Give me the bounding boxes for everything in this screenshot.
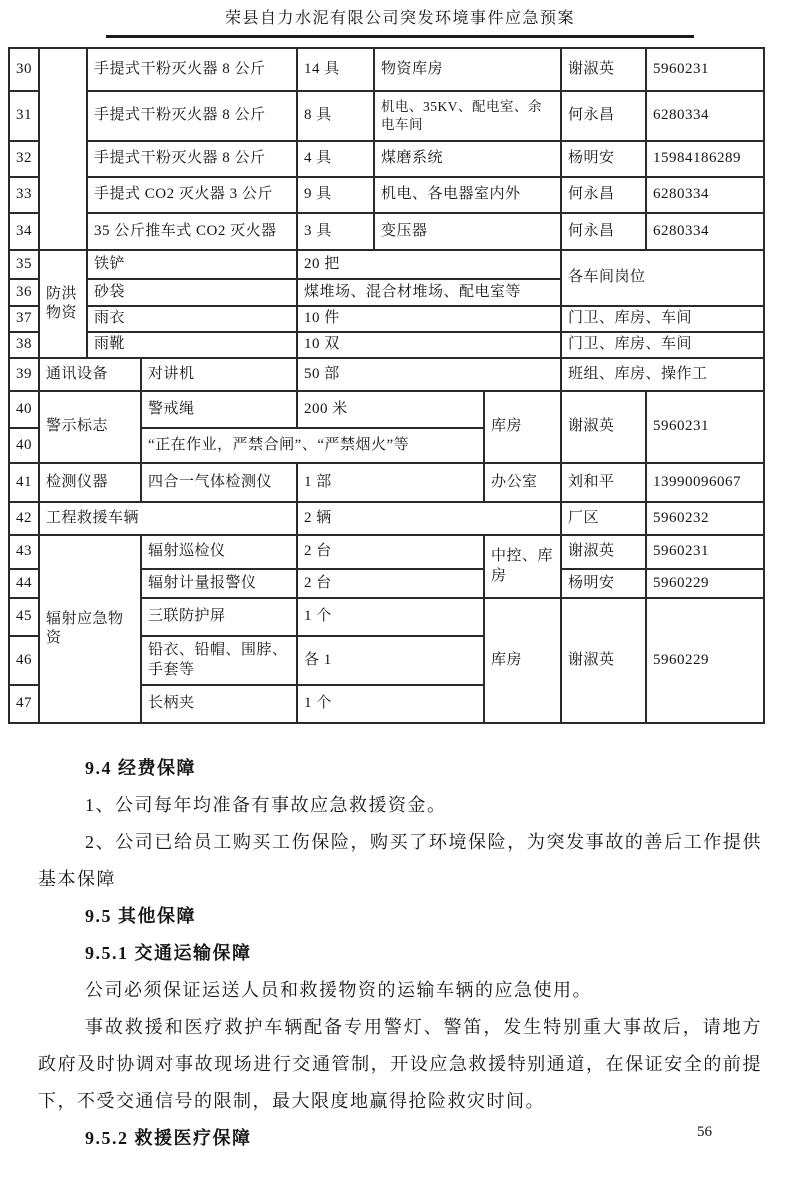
person: 杨明安 [561,141,646,177]
row-number: 30 [9,48,39,91]
quantity: 煤堆场、混合材堆场、配电室等 [297,279,561,306]
quantity: 1 个 [297,685,484,723]
quantity: 50 部 [297,358,561,391]
section-heading-9-5: 9.5 其他保障 [85,906,196,926]
phone: 5960229 [646,569,764,598]
quantity: 各 1 [297,636,484,685]
item-name: 四合一气体检测仪 [141,463,297,502]
item-name: 铅衣、铅帽、围脖、手套等 [141,636,297,685]
row-number: 37 [9,306,39,332]
quantity: 2 台 [297,535,484,569]
row-number: 40 [9,428,39,463]
item-name: 手提式干粉灭火器 8 公斤 [87,141,297,177]
item-name: 辐射巡检仪 [141,535,297,569]
category: 通讯设备 [39,358,141,391]
phone: 15984186289 [646,141,764,177]
page-number: 56 [697,1124,712,1140]
quantity: 3 具 [297,213,374,250]
item-name: 长柄夹 [141,685,297,723]
row-number: 38 [9,332,39,358]
row-number: 42 [9,502,39,535]
phone: 6280334 [646,213,764,250]
quantity: 2 辆 [297,502,561,535]
table-row-35 [9,250,764,279]
person: 何永昌 [561,177,646,213]
location: 班组、库房、操作工 [561,358,764,391]
section-heading-9-5-2: 9.5.2 救援医疗保障 [85,1128,252,1148]
quantity: 8 具 [297,91,374,141]
category-cell-empty [39,48,87,250]
table-row-43 [9,535,764,569]
quantity: 20 把 [297,250,561,279]
person: 谢淑英 [561,598,646,723]
item-name: 手提式干粉灭火器 8 公斤 [87,91,297,141]
person: 谢淑英 [561,535,646,569]
quantity: 10 双 [297,332,561,358]
table-row-37 [9,306,764,332]
phone: 5960229 [646,598,764,723]
row-number: 39 [9,358,39,391]
body-text [38,750,762,1157]
location: 各车间岗位 [561,250,764,306]
location: 变压器 [374,213,561,250]
person: 何永昌 [561,91,646,141]
phone: 13990096067 [646,463,764,502]
phone: 5960231 [646,48,764,91]
location: 库房 [484,598,561,723]
person: 刘和平 [561,463,646,502]
category: 警示标志 [39,391,141,463]
section-heading-9-4: 9.4 经费保障 [85,758,196,778]
table-row-42 [9,502,764,535]
quantity: 1 部 [297,463,484,502]
paragraph: 公司必须保证运送人员和救援物资的运输车辆的应急使用。 [85,980,592,1000]
quantity: 1 个 [297,598,484,636]
category: 防洪物资 [39,250,87,358]
table-row-39 [9,358,764,391]
paragraph: 1、公司每年均准备有事故应急救援资金。 [85,795,447,815]
row-number: 40 [9,391,39,428]
item-name: 铁铲 [87,250,297,279]
location: 机电、35KV、配电室、余电车间 [374,91,561,141]
phone: 5960231 [646,391,764,463]
table-row-32 [9,141,764,177]
person: 谢淑英 [561,391,646,463]
quantity: 2 台 [297,569,484,598]
row-number: 36 [9,279,39,306]
location: 机电、各电器室内外 [374,177,561,213]
document-header [0,0,800,38]
quantity: 200 米 [297,391,484,428]
item-name: 对讲机 [141,358,297,391]
phone: 6280334 [646,91,764,141]
row-number: 34 [9,213,39,250]
location: 办公室 [484,463,561,502]
table-row-40a [9,391,764,428]
item-name: 辐射计量报警仪 [141,569,297,598]
person: 杨明安 [561,569,646,598]
row-number: 31 [9,91,39,141]
item-name: 警戒绳 [141,391,297,428]
location: 物资库房 [374,48,561,91]
quantity: 10 件 [297,306,561,332]
quantity: 9 具 [297,177,374,213]
row-number: 46 [9,636,39,685]
paragraph: 2、公司已给员工购买工伤保险，购买了环境保险，为突发事故的善后工作提供基本保障 [38,832,762,889]
table-row-30 [9,48,764,91]
location: 煤磨系统 [374,141,561,177]
table-row-41 [9,463,764,502]
section-heading-9-5-1: 9.5.1 交通运输保障 [85,943,252,963]
row-number: 47 [9,685,39,723]
item-name: 砂袋 [87,279,297,306]
row-number: 35 [9,250,39,279]
header-divider [106,35,694,38]
phone: 6280334 [646,177,764,213]
person: 谢淑英 [561,48,646,91]
table-row-38 [9,332,764,358]
table-row-31 [9,91,764,141]
row-number: 43 [9,535,39,569]
item-name: 手提式干粉灭火器 8 公斤 [87,48,297,91]
paragraph: 事故救援和医疗救护车辆配备专用警灯、警笛，发生特别重大事故后，请地方政府及时协调对事故现场进行交通管制，开设应急救援特别通道，在保证安全的前提下，不受交通信号的限制，最大限度地赢得抢险救灾时间。 [38,1017,762,1111]
phone: 5960232 [646,502,764,535]
item-name: 手提式 CO2 灭火器 3 公斤 [87,177,297,213]
person: 何永昌 [561,213,646,250]
item-name: 雨衣 [87,306,297,332]
quantity: 14 具 [297,48,374,91]
row-number: 33 [9,177,39,213]
category: 辐射应急物资 [39,535,141,723]
item-name: 三联防护屏 [141,598,297,636]
item-name: 35 公斤推车式 CO2 灭火器 [87,213,297,250]
document-title: 荣县自力水泥有限公司突发环境事件应急预案 [224,10,575,27]
row-number: 41 [9,463,39,502]
row-number: 44 [9,569,39,598]
item-name: 工程救援车辆 [39,502,297,535]
phone: 5960231 [646,535,764,569]
row-number: 45 [9,598,39,636]
location: 门卫、库房、车间 [561,332,764,358]
table-row-34 [9,213,764,250]
location: 门卫、库房、车间 [561,306,764,332]
item-name: 雨靴 [87,332,297,358]
table-row-33 [9,177,764,213]
item-name: “正在作业，严禁合闸”、“严禁烟火”等 [141,428,484,463]
location: 库房 [484,391,561,463]
location: 厂区 [561,502,646,535]
location: 中控、库房 [484,535,561,598]
category: 检测仪器 [39,463,141,502]
emergency-supplies-table [8,47,765,724]
row-number: 32 [9,141,39,177]
quantity: 4 具 [297,141,374,177]
